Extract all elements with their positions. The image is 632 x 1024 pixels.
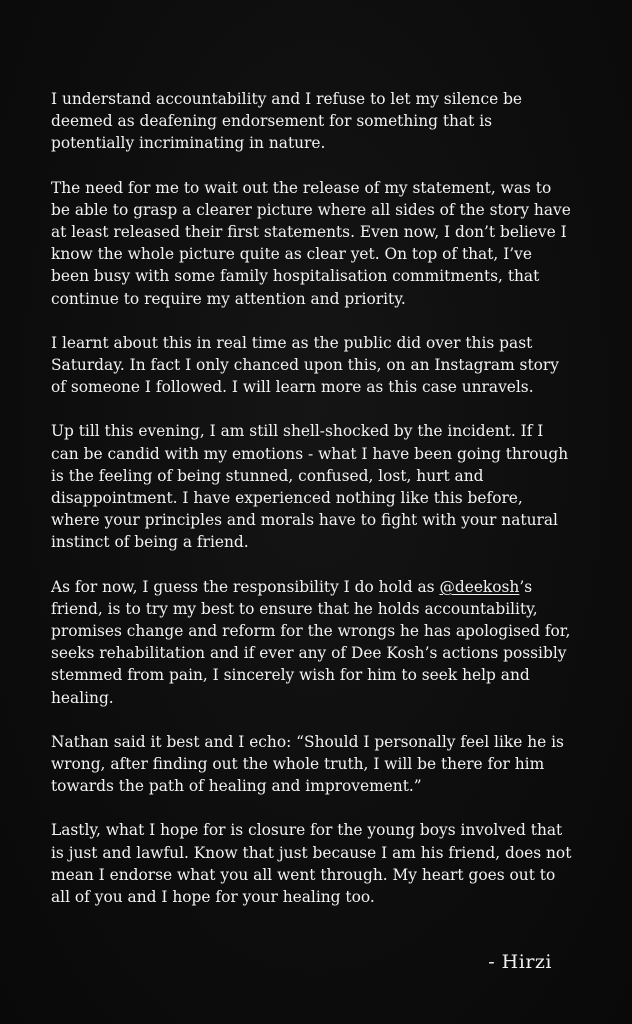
deekosh-mention-link[interactable]: @deekosh xyxy=(439,577,520,596)
paragraph-accountability: I understand accountability and I refuse to let my silence be deemed as deafening endorsement for something that is potentially incriminating in nature. xyxy=(51,90,523,153)
paragraph-nathan-quote: Nathan said it best and I echo: “Should I personally feel like he is wrong, after finding out the whole truth, I will be there for him towards the path of healing and improvement.” xyxy=(51,732,564,796)
paragraph-closure: Lastly, what I hope for is closure for the young boys involved that is just and lawful. Know that just because I am his friend, does not mean I endorse what you all went through. My heart goes out to all of you and I hope for your healing too. xyxy=(51,821,572,907)
paragraph-responsibility-rest: ’s friend, is to try my best to ensure that he holds accountability, promises change and reform for the wrongs he has apologised for, seeks rehabilitation and if ever any of Dee Kosh’s actions possibly stemmed from pain, I sincerely wish for him to seek help and healing. xyxy=(51,577,571,707)
story-text-block xyxy=(51,88,616,930)
paragraph-learnt-in-real-time: I learnt about this in real time as the public did over this past Saturday. In fact I only chanced upon this, on an Instagram story of someone I followed. I will learn more as this case unravels. xyxy=(51,333,559,397)
signature: - Hirzi xyxy=(488,951,552,973)
paragraph-responsibility-start: As for now, I guess the responsibility I do hold as xyxy=(51,577,440,596)
paragraph-responsibility xyxy=(51,576,616,709)
paragraph-waiting-statement: The need for me to wait out the release of my statement, was to be able to grasp a clearer picture where all sides of the story have at least released their first statements. Even now, I don’t believe I know the whole picture quite as clear yet. On top of that, I’ve been busy with some family hospitalisation commitments, that continue to require my attention and priority. xyxy=(51,178,571,308)
paragraph-shell-shocked: Up till this evening, I am still shell-shocked by the incident. If I can be candid with my emotions - what I have been going through is the feeling of being stunned, confused, lost, hurt and disappointment. I have experienced nothing like this before, where your principles and morals have to fight with your natural instinct of being a friend. xyxy=(51,422,569,552)
